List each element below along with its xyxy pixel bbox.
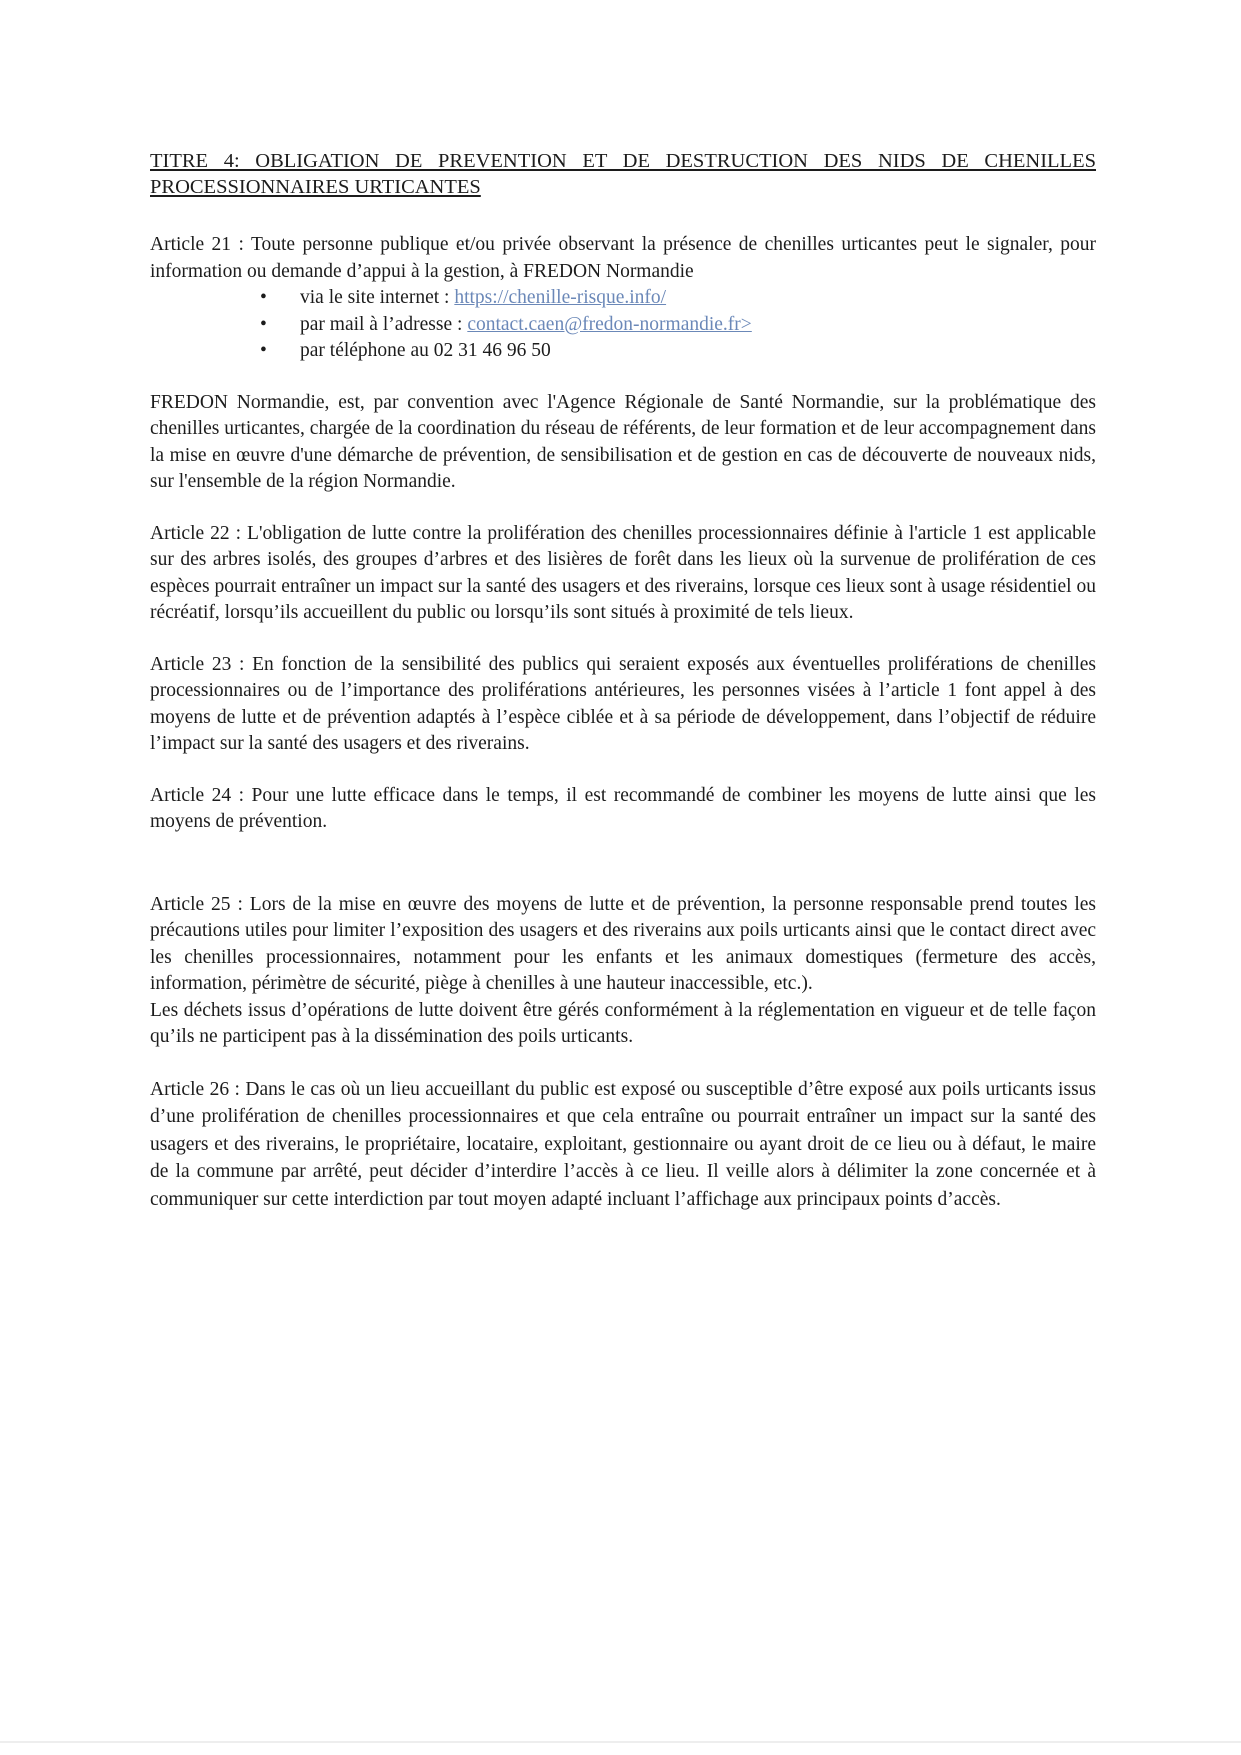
article-25-paragraph-2: Les déchets issus d’opérations de lutte doivent être gérés conformément à la réglementation en vigueur et de telle façon qu’ils ne participent pas à la dissémination des poils urticants. bbox=[150, 999, 1096, 1047]
article-22: Article 22 : L'obligation de lutte contre la prolifération des chenilles processionnaires définie à l'article 1 est applicable sur des arbres isolés, des groupes d’arbres et des lisières de forêt dans les lieux où la survenue de prolifération de ces espèces pourrait entraîner un impact sur la santé des usagers et des riverains, lorsque ces lieux sont à usage résidentiel ou récréatif, lorsqu’ils accueillent du public ou lorsqu’ils sont situés à proximité de tels lieux. bbox=[150, 522, 1096, 623]
article-25-paragraph-1: Article 25 : Lors de la mise en œuvre des moyens de lutte et de prévention, la personne responsable prend toutes les précautions utiles pour limiter l’exposition des usagers et des riverains aux poils urticants ainsi que le contact direct avec les chenilles processionnaires, notamment pour les enfants et les animaux domestiques (fermeture des accès, information, périmètre de sécurité, piège à chenilles à une hauteur inaccessible, etc.). bbox=[150, 893, 1096, 994]
mail-link[interactable]: contact.caen@fredon-normandie.fr> bbox=[467, 313, 752, 335]
page-bottom-edge bbox=[0, 1741, 1241, 1743]
document-page bbox=[150, 148, 1096, 1238]
mail-label: par mail à l’adresse : bbox=[300, 313, 463, 335]
article-24: Article 24 : Pour une lutte efficace dans le temps, il est recommandé de combiner les moyens de lutte ainsi que les moyens de prévention. bbox=[150, 784, 1096, 832]
contact-item-mail bbox=[150, 312, 1096, 339]
article-21-intro: Article 21 : Toute personne publique et/ou privée observant la présence de chenilles urticantes peut le signaler, pour information ou demande d’appui à la gestion, à FREDON Normandie bbox=[150, 234, 1096, 282]
website-label: via le site internet : bbox=[300, 287, 450, 308]
fredon-paragraph: FREDON Normandie, est, par convention avec l'Agence Régionale de Santé Normandie, sur la problématique des chenilles urticantes, chargée de la coordination du réseau de référents, de leur formation et de leur accompagnement dans la mise en œuvre d'une démarche de prévention, de sensibilisation et de gestion en cas de découverte de nouveaux nids, sur l'ensemble de la région Normandie. bbox=[150, 391, 1096, 492]
article-23: Article 23 : En fonction de la sensibilité des publics qui seraient exposés aux éventuelles proliférations de chenilles processionnaires ou de l’importance des proliférations antérieures, les personnes visées à l’article 1 font appel à des moyens de lutte et de prévention adaptés à l’espèce ciblée et à sa période de développement, dans l’objectif de réduire l’impact sur la santé des usagers et des riverains. bbox=[150, 653, 1096, 754]
article-26: Article 26 : Dans le cas où un lieu accueillant du public est exposé ou susceptible d’être exposé aux poils urticants issus d’une prolifération de chenilles processionnaires et que cela entraîne ou pourrait entraîner un impact sur la santé des usagers et des riverains, le propriétaire, locataire, exploitant, gestionnaire ou ayant droit de ce lieu ou à défaut, le maire de la commune par arrêté, peut décider d’interdire l’accès à ce lieu. Il veille alors à délimiter la zone concernée et à communiquer sur cette interdiction par tout moyen adapté incluant l’affichage aux principaux points d’accès. bbox=[150, 1078, 1096, 1210]
section-title: TITRE 4: OBLIGATION DE PREVENTION ET DE DESTRUCTION DES NIDS DE CHENILLES PROCESSIONNAIRES URTICANTES bbox=[150, 150, 1096, 198]
contact-list bbox=[150, 285, 1096, 365]
phone-text: par téléphone au 02 31 46 96 50 bbox=[300, 340, 551, 361]
contact-item-website bbox=[150, 285, 1096, 312]
contact-item-phone bbox=[150, 338, 1096, 365]
website-link[interactable]: https://chenille-risque.info/ bbox=[454, 287, 667, 308]
